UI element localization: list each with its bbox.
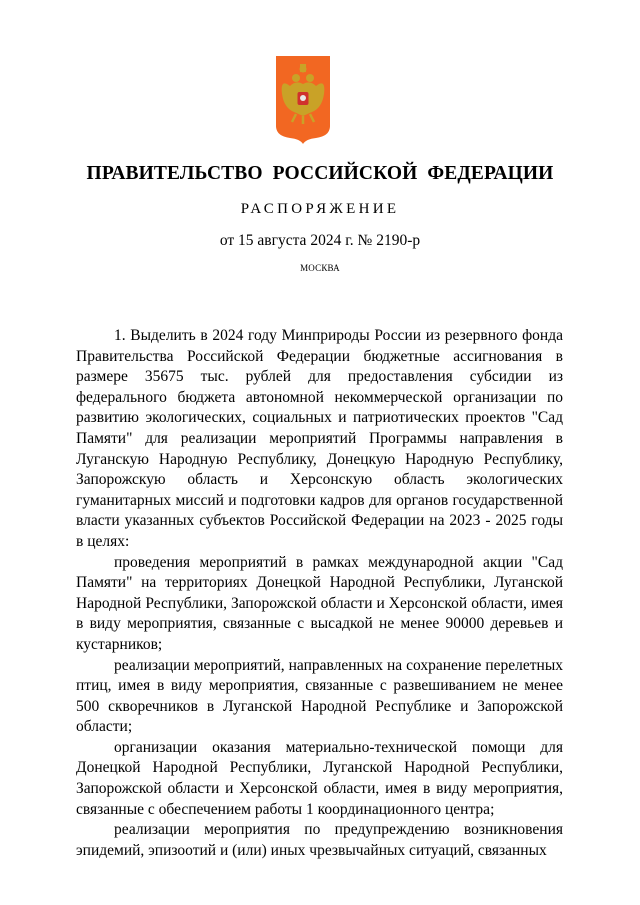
coat-of-arms-icon xyxy=(276,56,330,144)
paragraph: 1. Выделить в 2024 году Минприроды России из резервного фонда Правительства Российской Федерации бюджетные ассигнования в размере 35675 тыс. рублей для предоставления субсидии из федерального бюджета автономной некоммерческой организации по развитию экологических, социальных и патриотических проектов "Сад Памяти" для реализации мероприятий Программы направления в Луганскую Народную Республику, Донецкую Народную Республику, Запорожскую область и Херсонскую область экологических гуманитарных миссий и подготовки кадров для органов государственной власти указанных субъектов Российской Федерации на 2023 - 2025 годы в целях: xyxy=(76,327,563,550)
document-date-number: от 15 августа 2024 г. № 2190-р xyxy=(219,232,421,249)
document-city: МОСКВА xyxy=(300,263,340,273)
paragraph: организации оказания материально-технической помощи для Донецкой Народной Республики, Луганской Народной Республики, Запорожской области и Херсонской области, имея в виду мероприятия, связанные с обеспечением работы 1 координационного центра; xyxy=(76,738,563,818)
document-body xyxy=(76,326,563,861)
paragraph: проведения мероприятий в рамках международной акции "Сад Памяти" на территориях Донецкой Народной Республики, Луганской Народной Республики, Запорожской области и Херсонской области, имея в виду мероприятия, связанные с высадкой не менее 90000 деревьев и кустарников; xyxy=(76,553,563,653)
paragraph: реализации мероприятий, направленных на сохранение перелетных птиц, имея в виду мероприятия, связанные с развешиванием не менее 500 скворечников в Луганской Народной Республике и Запорожской области; xyxy=(76,656,563,736)
document-type: РАСПОРЯЖЕНИЕ xyxy=(240,201,400,217)
paragraph: реализации мероприятия по предупреждению возникновения эпидемий, эпизоотий и (или) иных чрезвычайных ситуаций, связанных xyxy=(76,821,563,859)
government-title: ПРАВИТЕЛЬСТВО РОССИЙСКОЙ ФЕДЕРАЦИИ xyxy=(86,163,554,184)
